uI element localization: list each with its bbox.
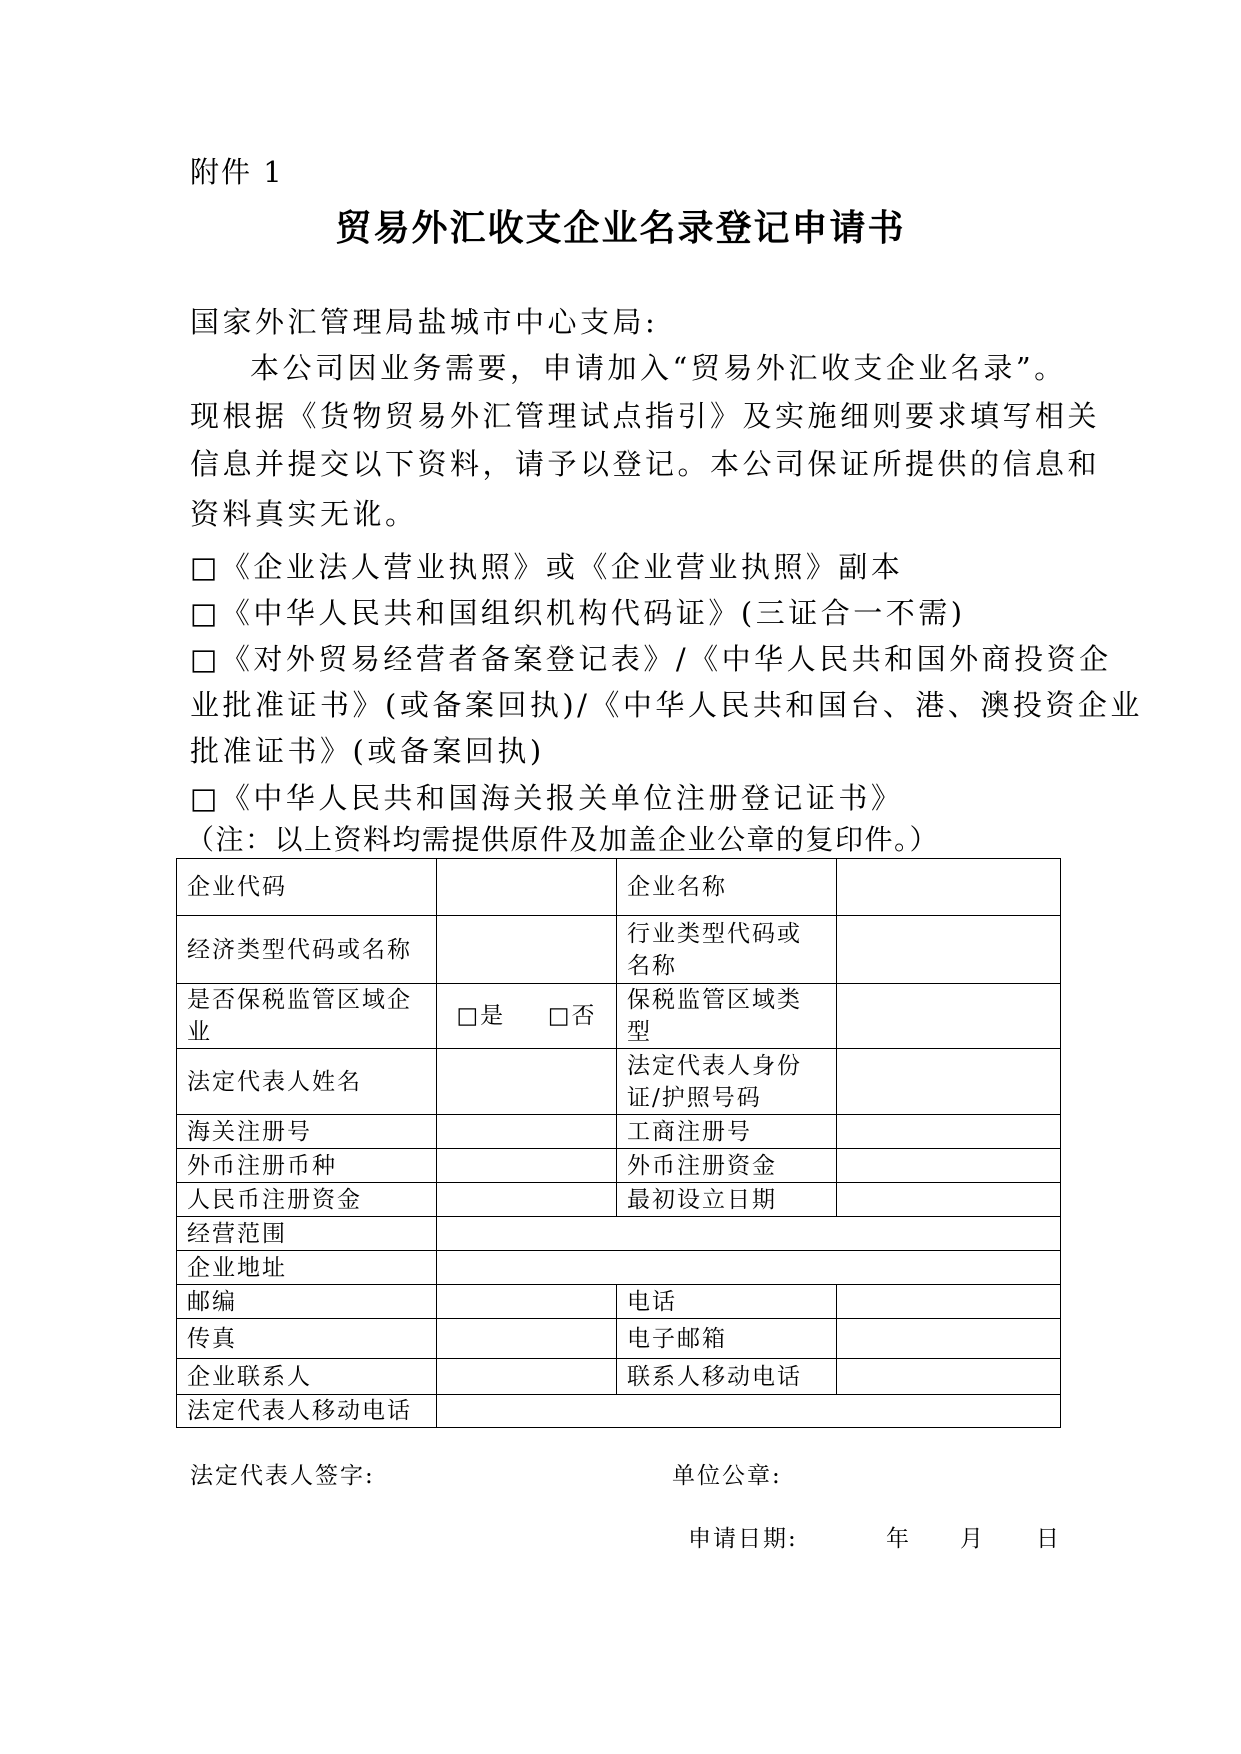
- yes-checkbox[interactable]: □是: [456, 1003, 506, 1029]
- date-day-label: 日: [1036, 1526, 1059, 1552]
- label-phone: 电话: [617, 1285, 837, 1319]
- label-contact-mobile: 联系人移动电话: [617, 1359, 837, 1395]
- field-establish-date[interactable]: [837, 1183, 1061, 1217]
- label-enterprise-name: 企业名称: [617, 859, 837, 916]
- label-fx-currency: 外币注册币种: [177, 1149, 437, 1183]
- label-industry-type: 行业类型代码或名称: [617, 916, 837, 984]
- field-fx-currency[interactable]: [437, 1149, 617, 1183]
- checklist-item-customs[interactable]: □《中华人民共和国海关报关单位注册登记证书》: [190, 781, 904, 815]
- field-legal-rep-name[interactable]: [437, 1049, 617, 1115]
- field-economic-type[interactable]: [437, 916, 617, 984]
- no-checkbox[interactable]: □否: [547, 1003, 597, 1029]
- label-bonded-zone-type: 保税监管区域类型: [617, 984, 837, 1049]
- field-bonded-zone-type[interactable]: [837, 984, 1061, 1049]
- paragraph-line-2: 现根据《货物贸易外汇管理试点指引》及实施细则要求填写相关: [190, 399, 1101, 433]
- document-title: 贸易外汇收支企业名录登记申请书: [335, 207, 906, 249]
- checklist-item-license[interactable]: □《企业法人营业执照》或《企业营业执照》副本: [190, 550, 904, 584]
- field-industry-type[interactable]: [837, 916, 1061, 984]
- checklist-item-trade-record-cont: 业批准证书》(或备案回执)/《中华人民共和国台、港、澳投资企业: [190, 688, 1143, 722]
- note: （注：以上资料均需提供原件及加盖企业公章的复印件。）: [186, 823, 940, 856]
- date-year-label: 年: [886, 1526, 909, 1552]
- label-fx-capital: 外币注册资金: [617, 1149, 837, 1183]
- field-customs-reg-no[interactable]: [437, 1115, 617, 1149]
- field-legal-rep-id[interactable]: [837, 1049, 1061, 1115]
- paragraph-line-3: 信息并提交以下资料，请予以登记。本公司保证所提供的信息和: [190, 447, 1101, 481]
- addressee: 国家外汇管理局盐城市中心支局:: [190, 305, 659, 339]
- checklist-item-org-code[interactable]: □《中华人民共和国组织机构代码证》(三证合一不需): [190, 596, 966, 630]
- checklist-item-trade-record[interactable]: □《对外贸易经营者备案登记表》/《中华人民共和国外商投资企: [190, 642, 1112, 676]
- field-contact-mobile[interactable]: [837, 1359, 1061, 1395]
- label-legal-rep-mobile: 法定代表人移动电话: [177, 1395, 437, 1428]
- field-bonded-zone-choice: [437, 984, 617, 1049]
- registration-form-table: [176, 858, 1061, 1428]
- field-contact-person[interactable]: [437, 1359, 617, 1395]
- field-fax[interactable]: [437, 1319, 617, 1359]
- checklist-item-trade-record-end: 批准证书》(或备案回执): [190, 734, 545, 768]
- label-establish-date: 最初设立日期: [617, 1183, 837, 1217]
- field-rmb-capital[interactable]: [437, 1183, 617, 1217]
- label-customs-reg-no: 海关注册号: [177, 1115, 437, 1149]
- seal-label: 单位公章:: [672, 1463, 782, 1489]
- field-fx-capital[interactable]: [837, 1149, 1061, 1183]
- label-fax: 传真: [177, 1319, 437, 1359]
- label-postcode: 邮编: [177, 1285, 437, 1319]
- label-legal-rep-id: 法定代表人身份证/护照号码: [617, 1049, 837, 1115]
- signature-label: 法定代表人签字:: [190, 1463, 375, 1489]
- field-business-reg-no[interactable]: [837, 1115, 1061, 1149]
- label-email: 电子邮箱: [617, 1319, 837, 1359]
- label-bonded-zone-question: 是否保税监管区域企业: [177, 984, 437, 1049]
- field-postcode[interactable]: [437, 1285, 617, 1319]
- attachment-label: 附件 1: [190, 155, 284, 189]
- label-business-reg-no: 工商注册号: [617, 1115, 837, 1149]
- label-economic-type: 经济类型代码或名称: [177, 916, 437, 984]
- field-enterprise-name[interactable]: [837, 859, 1061, 916]
- field-email[interactable]: [837, 1319, 1061, 1359]
- label-legal-rep-name: 法定代表人姓名: [177, 1049, 437, 1115]
- date-month-label: 月: [960, 1526, 983, 1552]
- paragraph-line-1: 本公司因业务需要，申请加入“贸易外汇收支企业名录”。: [250, 351, 1067, 385]
- label-contact-person: 企业联系人: [177, 1359, 437, 1395]
- label-business-scope: 经营范围: [177, 1217, 437, 1251]
- field-phone[interactable]: [837, 1285, 1061, 1319]
- label-address: 企业地址: [177, 1251, 437, 1285]
- label-enterprise-code: 企业代码: [177, 859, 437, 916]
- field-address[interactable]: [437, 1251, 1061, 1285]
- paragraph-line-4: 资料真实无讹。: [190, 497, 418, 531]
- field-business-scope[interactable]: [437, 1217, 1061, 1251]
- field-legal-rep-mobile[interactable]: [437, 1395, 1061, 1428]
- field-enterprise-code[interactable]: [437, 859, 617, 916]
- label-rmb-capital: 人民币注册资金: [177, 1183, 437, 1217]
- application-date-label: 申请日期:: [688, 1526, 798, 1552]
